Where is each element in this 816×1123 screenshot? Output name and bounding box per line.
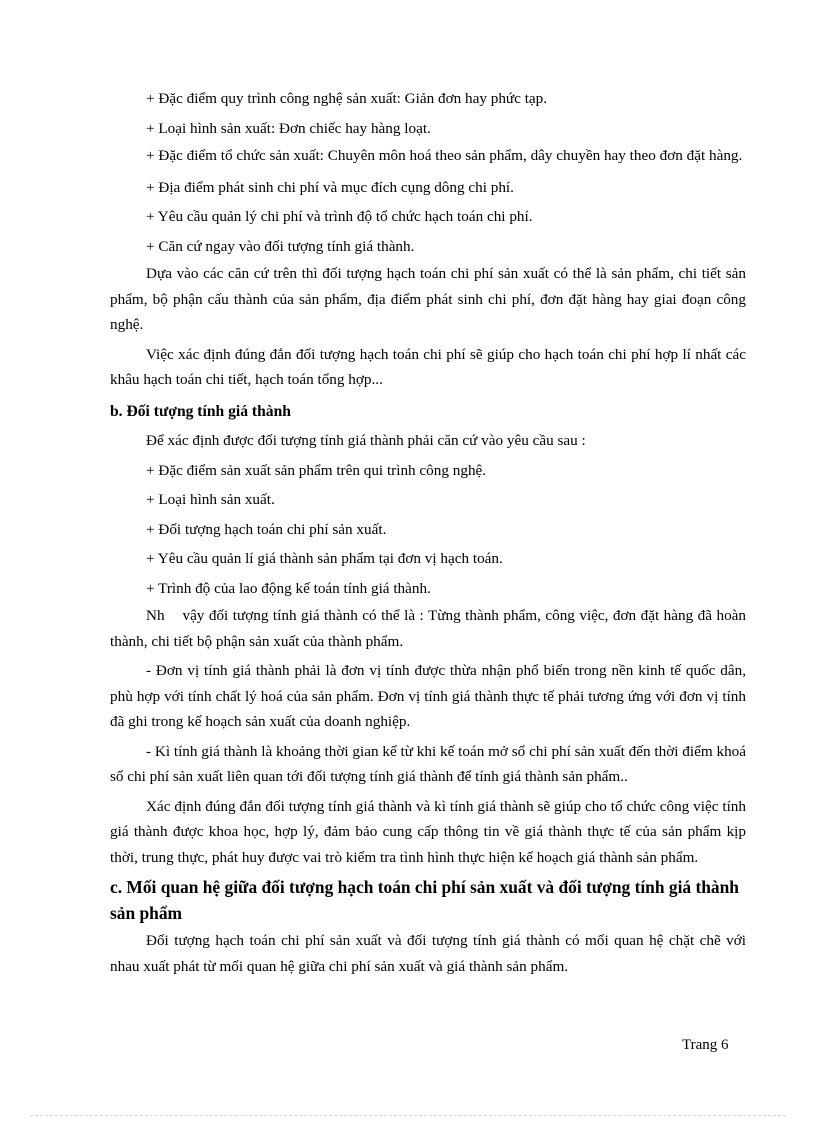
document-page [110, 84, 750, 983]
page-bottom-divider [30, 1115, 786, 1116]
section-heading-c: c. Mối quan hệ giữa đối tượng hạch toán chi phí sản xuất và đối tượng tính giá thành sản phẩm [110, 877, 739, 923]
paragraph-cost-objects: Dựa vào các căn cứ trên thì đối tượng hạch toán chi phí sản xuất có thể là sản phẩm, chi tiết sản phẩm, bộ phận cấu thành của sản phẩm, địa điểm phát sinh chi phí, đơn đặt hàng hay giai đoạn công nghệ. [110, 265, 746, 333]
bullet-cost-accounting-object: + Đối tượng hạch toán chi phí sản xuất. [146, 520, 387, 538]
bullet-costing-object: + Căn cứ ngay vào đối tượng tính giá thành. [146, 237, 415, 255]
paragraph-costing-benefits: Xác định đúng đắn đối tượng tính giá thành và kì tính giá thành sẽ giúp cho tổ chức công việc tính giá thành được khoa học, hợp lý, đảm bảo cung cấp thông tin về giá thành thực tế của sản phẩm kịp thời, trung thực, phát huy được vai trò kiểm tra tình hình thực hiện kế hoạch giá thành sản phẩm. [110, 797, 746, 866]
page-number: Trang 6 [682, 1037, 729, 1053]
paragraph-relationship: Đối tượng hạch toán chi phí sản xuất và đối tượng tính giá thành có mối quan hệ chặt chẽ với nhau xuất phát từ mối quan hệ giữa chi phí sản xuất và giá thành sản phẩm. [110, 932, 746, 975]
bullet-accountant-skill: + Trình độ của lao động kế toán tính giá thành. [146, 579, 431, 597]
bullet-cost-management: + Yêu cầu quản lý chi phí và trình độ tổ chức hạch toán chi phí. [146, 208, 533, 225]
bullet-process: + Đặc điểm quy trình công nghệ sản xuất: Giản đơn hay phức tạp. [146, 90, 548, 107]
bullet-cost-location: + Địa điểm phát sinh chi phí và mục đích cụng dông chi phí. [146, 178, 514, 196]
section-heading-b: b. Đối tượng tính giá thành [110, 402, 291, 420]
paragraph-requirements-intro: Để xác định được đối tượng tính giá thành phải căn cứ vào yêu cầu sau : [146, 432, 586, 449]
bullet-cost-management-requirement: + Yêu cầu quản lí giá thành sản phẩm tại đơn vị hạch toán. [146, 550, 503, 567]
paragraph-costing-period: - Kì tính giá thành là khoảng thời gian kể từ khi kế toán mở sổ chi phí sản xuất đến thời điểm khoá sổ chi phí sản xuất liên quan tới đối tượng tính giá thành để tính giá thành sản phẩm.. [110, 742, 746, 785]
bullet-organization: + Đặc điểm tổ chức sản xuất: Chuyên môn hoá theo sản phẩm, dây chuyền hay theo đơn đặt hàng. [146, 147, 743, 164]
bullet-production-type: + Loại hình sản xuất: Đơn chiếc hay hàng loạt. [146, 119, 431, 137]
paragraph-costing-objects: Nh vậy đối tượng tính giá thành có thể là : Từng thành phẩm, công việc, đơn đặt hàng đã hoàn thành, chi tiết bộ phận sản xuất của thành phẩm. [110, 607, 750, 650]
bullet-product-features: + Đặc điểm sản xuất sản phẩm trên qui trình công nghệ. [146, 461, 487, 479]
paragraph-costing-unit: - Đơn vị tính giá thành phải là đơn vị tính được thừa nhận phổ biến trong nền kinh tế quốc dân, phù hợp với tính chất lý hoá của sản phẩm. Đơn vị tính giá thành thực tế phải tương ứng với đơn vị tính đã ghi trong kế hoạch sản xuất của doanh nghiệp. [110, 662, 746, 730]
bullet-production-kind: + Loại hình sản xuất. [146, 491, 275, 508]
paragraph-importance: Việc xác định đúng đắn đối tượng hạch toán chi phí sẽ giúp cho hạch toán chi phí hợp lí nhất các khâu hạch toán chi tiết, hạch toán tổng hợp... [110, 345, 746, 388]
